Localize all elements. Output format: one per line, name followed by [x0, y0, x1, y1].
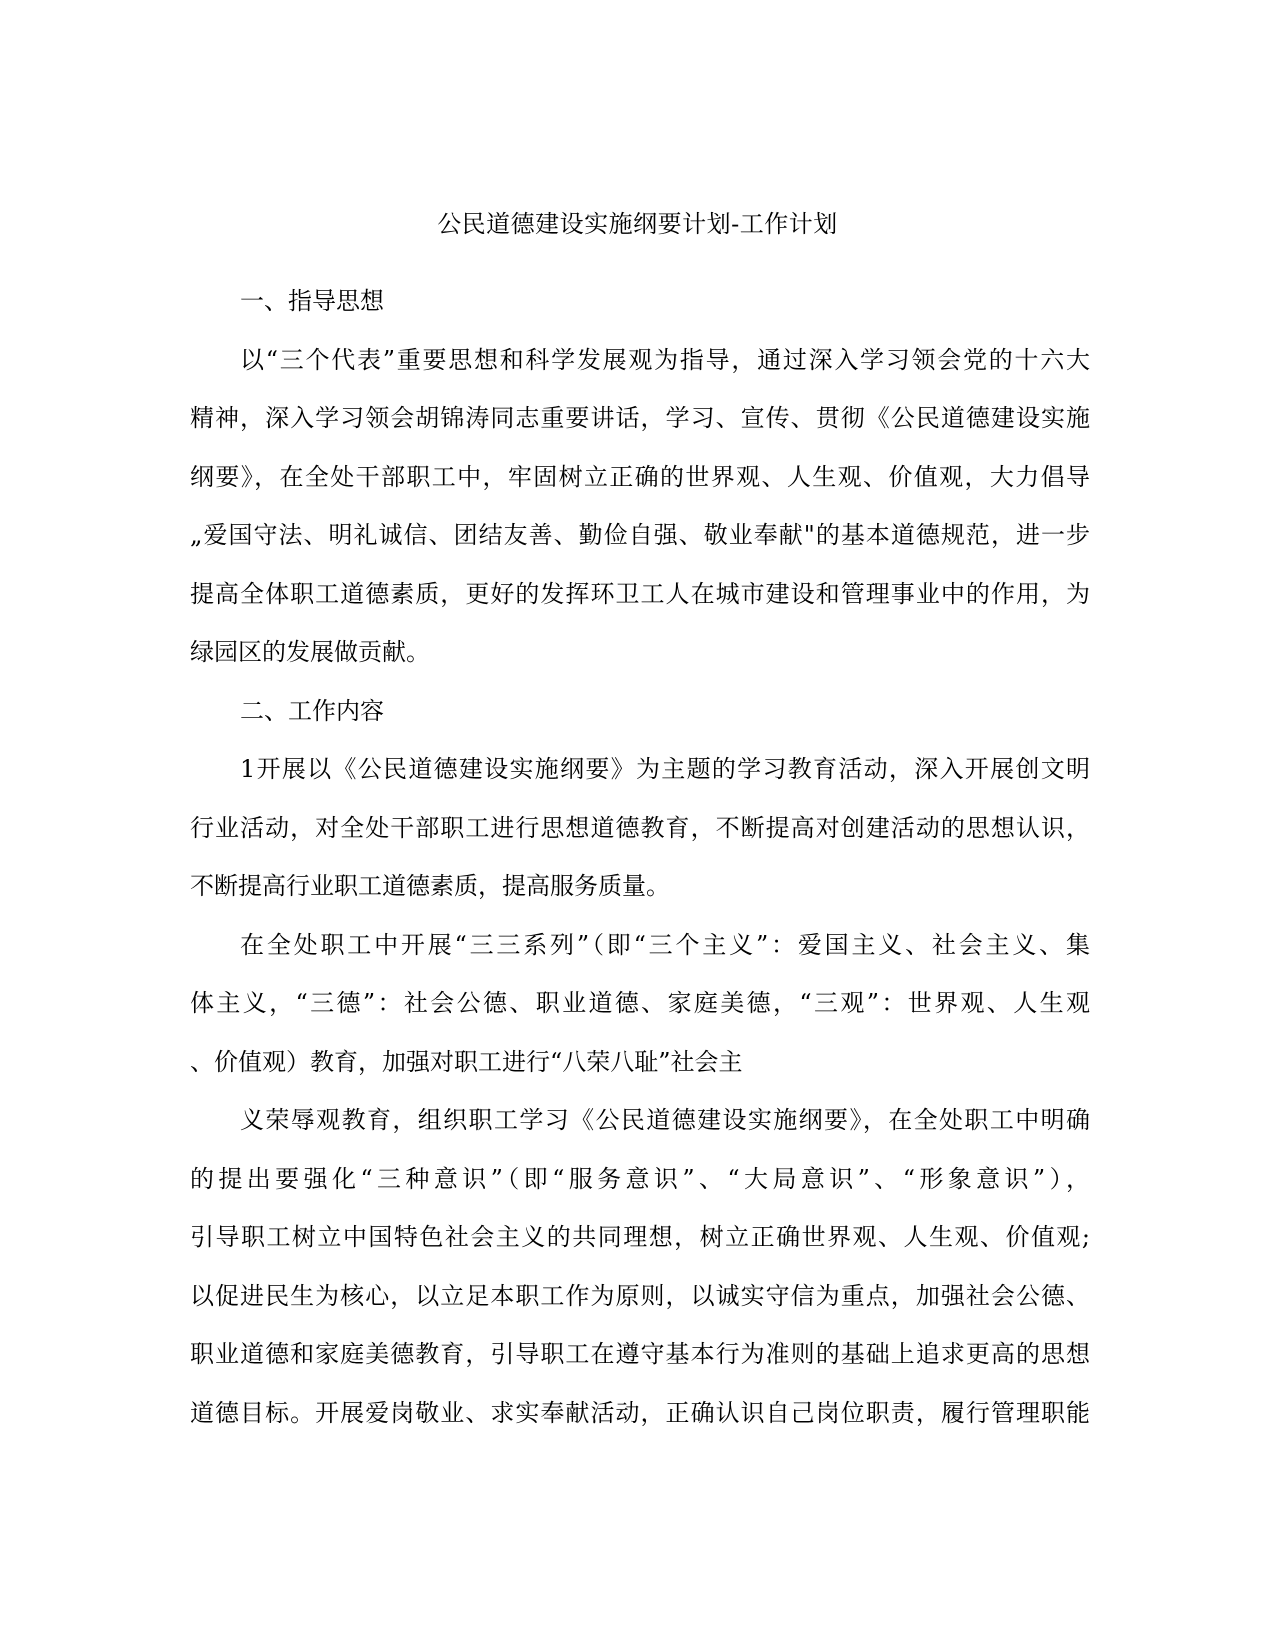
body-line: 职业道德和家庭美德教育，引导职工在遵守基本行为准则的基础上追求更高的思想 — [190, 1340, 1090, 1368]
body-line: „爱国守法、明礼诚信、团结友善、勤俭自强、敬业奉献"的基本道德规范，进一步 — [190, 521, 1090, 549]
body-line: 的提出要强化“三种意识”（即“服务意识”、“大局意识”、“形象意识”）， — [190, 1164, 1090, 1193]
body-line: 道德目标。开展爱岗敬业、求实奉献活动，正确认识自己岗位职责，履行管理职能 — [190, 1398, 1090, 1427]
body-line: 一、指导思想 — [240, 287, 384, 315]
body-line: 在全处职工中开展“三三系列”（即“三个主义”：爱国主义、社会主义、集 — [240, 930, 1090, 959]
body-line: 体主义，“三德”：社会公德、职业道德、家庭美德，“三观”：世界观、人生观 — [190, 989, 1090, 1017]
body-line: 引导职工树立中国特色社会主义的共同理想，树立正确世界观、人生观、价值观; — [190, 1223, 1090, 1251]
body-line: 1开展以《公民道德建设实施纲要》为主题的学习教育活动，深入开展创文明 — [240, 755, 1090, 783]
document-title: 公民道德建设实施纲要计划-工作计划 — [437, 210, 838, 238]
body-line: 行业活动，对全处干部职工进行思想道德教育，不断提高对创建活动的思想认识， — [190, 813, 1090, 842]
body-line: 绿园区的发展做贡献。 — [190, 638, 430, 666]
body-line: 二、工作内容 — [240, 696, 384, 725]
document-body — [190, 281, 1090, 1451]
body-line: 纲要》，在全处干部职工中，牢固树立正确的世界观、人生观、价值观，大力倡导 — [190, 462, 1090, 491]
body-line: 以“三个代表”重要思想和科学发展观为指导，通过深入学习领会党的十六大 — [240, 345, 1090, 374]
body-line: 不断提高行业职工道德素质，提高服务质量。 — [190, 872, 670, 900]
body-line: 以促进民生为核心，以立足本职工作为原则，以诚实守信为重点，加强社会公德、 — [190, 1281, 1090, 1310]
body-line: 精神，深入学习领会胡锦涛同志重要讲话，学习、宣传、贯彻《公民道德建设实施 — [190, 404, 1090, 432]
body-line: 义荣辱观教育，组织职工学习《公民道德建设实施纲要》，在全处职工中明确 — [240, 1106, 1090, 1134]
body-line: 、价值观）教育，加强对职工进行“八荣八耻”社会主 — [190, 1047, 743, 1076]
body-line: 提高全体职工道德素质，更好的发挥环卫工人在城市建设和管理事业中的作用，为 — [190, 579, 1090, 608]
